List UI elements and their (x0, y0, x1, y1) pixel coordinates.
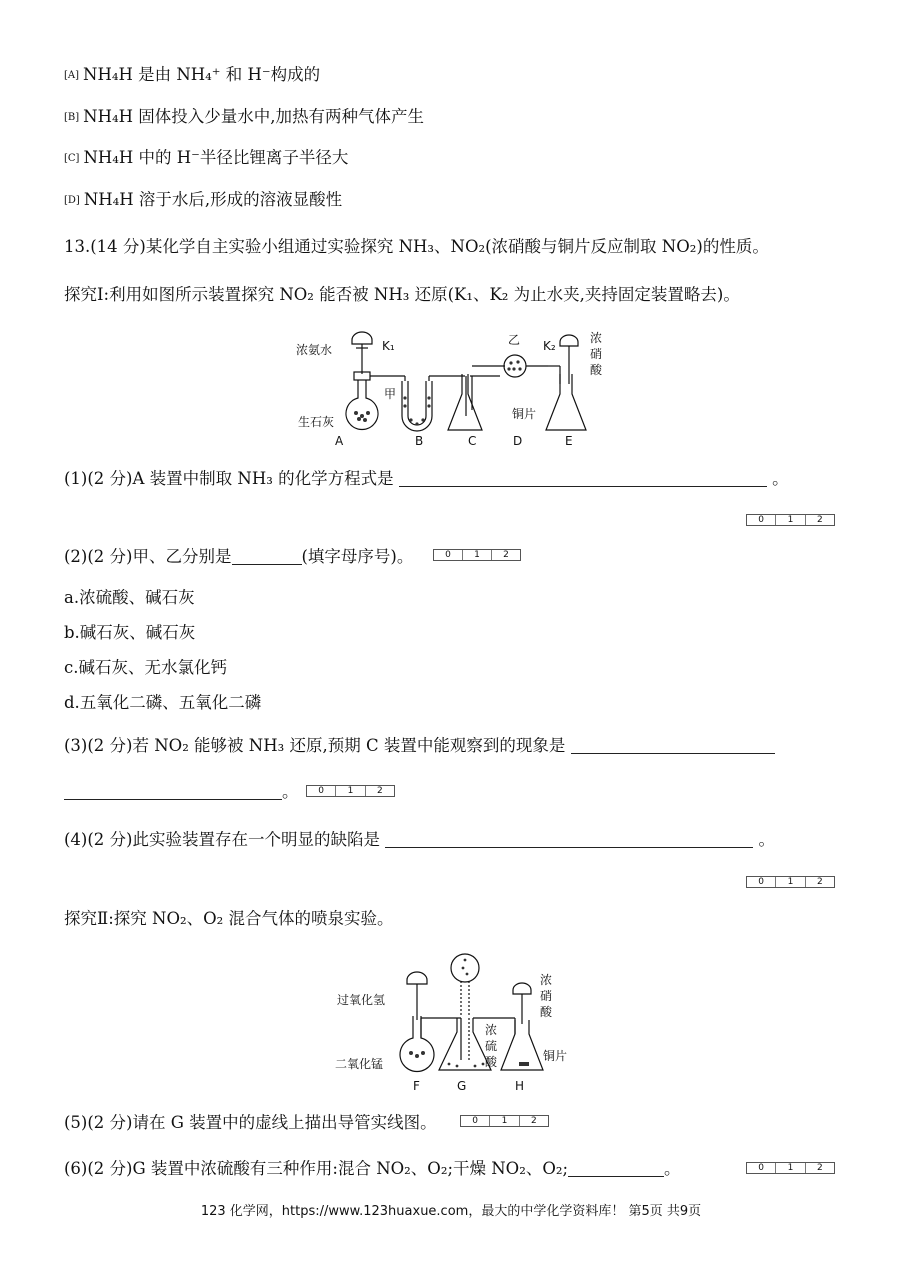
period: 。 (772, 469, 789, 488)
label-copper: 铜片 (543, 1049, 568, 1063)
period: 。 (664, 1159, 681, 1178)
label-copper: 铜片 (512, 407, 537, 421)
period: 。 (758, 830, 775, 849)
question-13-stem: 13.(14 分)某化学自主实验小组通过实验探究 NH₃、NO₂(浓硝酸与铜片反应制取 NO₂)的性质。 (64, 237, 769, 256)
period: 。 (282, 782, 299, 801)
question-5: (5)(2 分)请在 G 装置中的虚线上描出导管实线图。 (64, 1113, 437, 1132)
label-nitric-1: 浓 (540, 973, 553, 987)
label-h2o2: 过氧化氢 (337, 993, 386, 1007)
label-nitric-2: 硝 (590, 347, 603, 361)
label-sulfuric-2: 硫 (485, 1039, 498, 1053)
option-d (64, 189, 342, 212)
answer-blank-6[interactable] (568, 1160, 664, 1177)
explore-1-text: 探究Ⅰ:利用如图所示装置探究 NO₂ 能否被 NH₃ 还原(K₁、K₂ 为止水夹,夹持固定装置略去)。 (64, 285, 740, 304)
option-text: NH₄H 是由 NH₄⁺ 和 H⁻构成的 (83, 65, 321, 84)
label-sulfuric-1: 浓 (485, 1023, 498, 1037)
option-text: NH₄H 中的 H⁻半径比锂离子半径大 (83, 148, 349, 167)
label-nitric-3: 酸 (590, 363, 603, 377)
question-2 (64, 546, 413, 568)
question-3-cont (64, 781, 299, 803)
answer-blank-3a[interactable] (571, 737, 775, 754)
answer-blank-1[interactable] (399, 470, 767, 487)
label-ammonia: 浓氨水 (296, 343, 333, 357)
question-4-text: (4)(2 分)此实验装置存在一个明显的缺陷是 (64, 830, 380, 849)
answer-blank-4[interactable] (385, 831, 753, 848)
score-box-3[interactable]: 0 1 2 (306, 785, 395, 797)
option-tag: [A] (64, 70, 80, 81)
choice-c: c.碱石灰、无水氯化钙 (64, 658, 227, 677)
letter-f: F (413, 1079, 420, 1093)
score-box-5[interactable]: 0 1 2 (460, 1115, 549, 1127)
letter-c: C (468, 434, 477, 448)
score-box-1[interactable]: 0 1 2 (746, 514, 835, 526)
option-text: NH₄H 溶于水后,形成的溶液显酸性 (83, 190, 343, 209)
question-1 (64, 468, 789, 490)
question-2-suffix: (填字母序号)。 (301, 547, 414, 566)
label-k2: K₂ (543, 339, 556, 353)
apparatus-diagram-2 (335, 950, 575, 1095)
label-mno2: 二氧化锰 (335, 1057, 384, 1071)
question-1-text: (1)(2 分)A 装置中制取 NH₃ 的化学方程式是 (64, 469, 394, 488)
choice-b: b.碱石灰、碱石灰 (64, 623, 196, 642)
answer-blank-3b[interactable] (64, 783, 282, 800)
score-box-6[interactable]: 0 1 2 (746, 1162, 835, 1174)
option-tag: [D] (64, 195, 80, 206)
letter-h: H (515, 1079, 525, 1093)
letter-a: A (335, 434, 344, 448)
letter-d: D (513, 434, 523, 448)
score-box-4[interactable]: 0 1 2 (746, 876, 835, 888)
apparatus-diagram-1 (290, 328, 620, 450)
label-k1: K₁ (382, 339, 395, 353)
choice-a: a.浓硫酸、碱石灰 (64, 588, 195, 607)
label-nitric-2: 硝 (540, 989, 553, 1003)
option-text: NH₄H 固体投入少量水中,加热有两种气体产生 (83, 107, 424, 126)
question-6-text: (6)(2 分)G 装置中浓硫酸有三种作用:混合 NO₂、O₂;干燥 NO₂、O₂; (64, 1159, 569, 1178)
question-3 (64, 735, 775, 757)
option-c (64, 147, 348, 170)
letter-b: B (415, 434, 424, 448)
label-nitric-3: 酸 (540, 1005, 553, 1019)
question-3-text: (3)(2 分)若 NO₂ 能够被 NH₃ 还原,预期 C 装置中能观察到的现象是 (64, 736, 566, 755)
label-jia: 甲 (384, 387, 397, 401)
answer-blank-2[interactable] (232, 548, 302, 565)
question-4 (64, 829, 775, 851)
option-a (64, 64, 320, 87)
letter-e: E (565, 434, 573, 448)
question-6 (64, 1158, 681, 1180)
page-footer: 123 化学网，https://www.123huaxue.com，最大的中学化学资料库！ 第5页 共9页 (200, 1204, 702, 1219)
option-tag: [B] (64, 112, 80, 123)
choice-d: d.五氧化二磷、五氧化二磷 (64, 693, 262, 712)
explore-2-text: 探究Ⅱ:探究 NO₂、O₂ 混合气体的喷泉实验。 (64, 909, 394, 928)
score-box-2[interactable]: 0 1 2 (433, 549, 521, 561)
label-quicklime: 生石灰 (298, 415, 335, 429)
letter-g: G (457, 1079, 467, 1093)
label-nitric-1: 浓 (590, 331, 603, 345)
label-yi: 乙 (508, 333, 521, 347)
question-2-text: (2)(2 分)甲、乙分别是 (64, 547, 232, 566)
option-tag: [C] (64, 153, 80, 164)
label-sulfuric-3: 酸 (485, 1055, 498, 1069)
option-b (64, 106, 424, 129)
